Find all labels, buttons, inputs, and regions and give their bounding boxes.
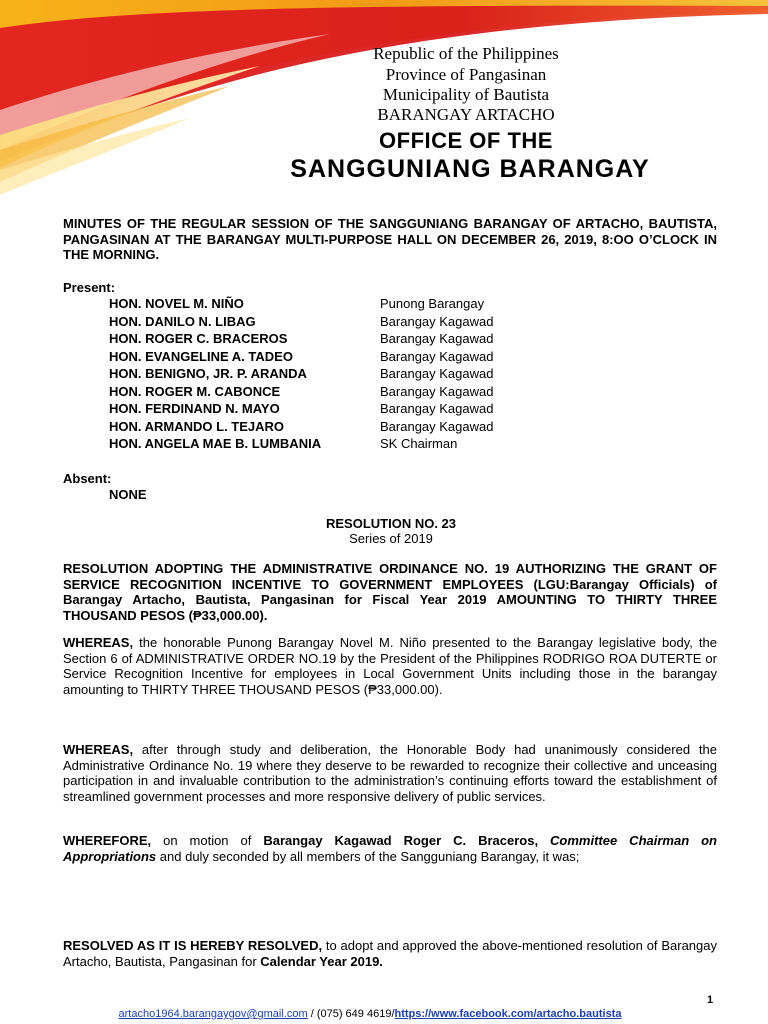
official-name: HON. ROGER C. BRACEROS [109, 331, 288, 346]
minutes-intro: MINUTES OF THE REGULAR SESSION OF THE SANGGUNIANG BARANGAY OF ARTACHO, BAUTISTA, PANGASINAN AT THE BARANGAY MULTI-PURPOSE HALL ON DECEMBER 26, 2019, 8:OO O’CLOCK IN THE MORNING. [63, 216, 717, 262]
whereas-paragraph-2 [63, 742, 717, 804]
present-row [109, 435, 709, 452]
official-name: HON. ROGER M. CABONCE [109, 384, 281, 399]
official-position: Barangay Kagawad [380, 366, 494, 381]
resolved-lead: RESOLVED AS IT IS HEREBY RESOLVED, [63, 938, 323, 953]
present-label: Present: [63, 280, 116, 295]
page-number: 1 [707, 994, 714, 1006]
whereas-text: after through study and deliberation, the Honorable Body had unanimously considered the Administrative Ordinance No. 19 where they deserve to be rewarded to recognize their collective and unceasing participation in and invaluable contribution to the administration’s continuing efforts toward the establishment of streamlined government processes and more responsive delivery of public services. [63, 742, 717, 804]
official-position: Barangay Kagawad [380, 349, 494, 364]
present-row [109, 400, 709, 417]
absent-label: Absent: [63, 471, 112, 486]
present-row [109, 348, 709, 365]
wherefore-mover: Barangay Kagawad Roger C. Braceros, [263, 833, 539, 848]
official-name: HON. BENIGNO, JR. P. ARANDA [109, 366, 307, 381]
office-title-line2: SANGGUNIANG BARANGAY [290, 155, 650, 183]
official-name: HON. NOVEL M. NIÑO [109, 296, 244, 311]
official-name: HON. DANILO N. LIBAG [109, 314, 256, 329]
header-municipality: Municipality of Bautista [382, 85, 550, 104]
official-position: SK Chairman [380, 436, 458, 451]
present-row [109, 295, 709, 312]
absent-value: NONE [109, 487, 147, 502]
header-barangay: BARANGAY ARTACHO [377, 105, 555, 124]
official-name: HON. EVANGELINE A. TADEO [109, 349, 293, 364]
resolution-title: RESOLUTION ADOPTING THE ADMINISTRATIVE ORDINANCE NO. 19 AUTHORIZING THE GRANT OF SERVICE RECOGNITION INCENTIVE TO GOVERNMENT EMPLOYEES (LGU:Barangay Officials) of Barangay Artacho, Bautista, Pangasinan for Fiscal Year 2019 AMOUNTING TO THIRTY THREE THOUSAND PESOS (₱33,000.00). [63, 561, 717, 623]
official-position: Barangay Kagawad [380, 314, 494, 329]
wherefore-role: Committee Chairman on Appropriations [63, 833, 717, 864]
present-row [109, 418, 709, 435]
resolution-number: RESOLUTION NO. 23 [325, 516, 457, 531]
footer-phone: / (075) 649 4619/ [307, 1008, 395, 1020]
whereas-text: the honorable Punong Barangay Novel M. Niño presented to the Barangay legislative body, the Section 6 of ADMINISTRATIVE ORDER NO.19 by the President of the Philippines RODRIGO ROA DUTERTE or Service Recognition Incentive for employees in Local Government Units including those in the barangay amounting to THIRTY THREE THOUSAND PESOS (₱33,000.00). [63, 635, 717, 697]
official-name: HON. ANGELA MAE B. LUMBANIA [109, 436, 322, 451]
official-position: Barangay Kagawad [380, 401, 494, 416]
official-name: HON. ARMANDO L. TEJARO [109, 419, 285, 434]
wherefore-lead: WHEREFORE, [63, 833, 152, 848]
present-row [109, 365, 709, 382]
wherefore-text: on motion of [151, 833, 264, 848]
footer-facebook-link[interactable]: https://www.facebook.com/artacho.bautista [394, 1008, 622, 1020]
present-row [109, 330, 709, 347]
wherefore-text-2: and duly seconded by all members of the Sangguniang Barangay, it was; [156, 848, 580, 864]
official-name: HON. FERDINAND N. MAYO [109, 401, 280, 416]
resolved-tail: Calendar Year 2019. [260, 953, 383, 969]
official-position: Punong Barangay [380, 296, 485, 311]
resolved-text: to adopt and approved the above-mentioned resolution of Barangay Artacho, Bautista, Pangasinan for [63, 938, 717, 969]
present-row [109, 313, 709, 330]
resolved-paragraph [63, 938, 717, 969]
whereas-lead: WHEREAS, [63, 742, 134, 757]
whereas-paragraph-1 [63, 635, 717, 697]
header-province: Province of Pangasinan [385, 65, 547, 84]
present-row [109, 383, 709, 400]
office-title-line1: OFFICE OF THE [379, 128, 553, 153]
header-country: Republic of the Philippines [373, 44, 559, 63]
official-position: Barangay Kagawad [380, 384, 494, 399]
resolution-series: Series of 2019 [349, 531, 433, 546]
whereas-lead: WHEREAS, [63, 635, 134, 650]
footer-contact [0, 1008, 740, 1020]
footer-email-link[interactable]: artacho1964.barangaygov@gmail.com [118, 1008, 308, 1020]
official-position: Barangay Kagawad [380, 419, 494, 434]
official-position: Barangay Kagawad [380, 331, 494, 346]
wherefore-paragraph [63, 833, 717, 864]
